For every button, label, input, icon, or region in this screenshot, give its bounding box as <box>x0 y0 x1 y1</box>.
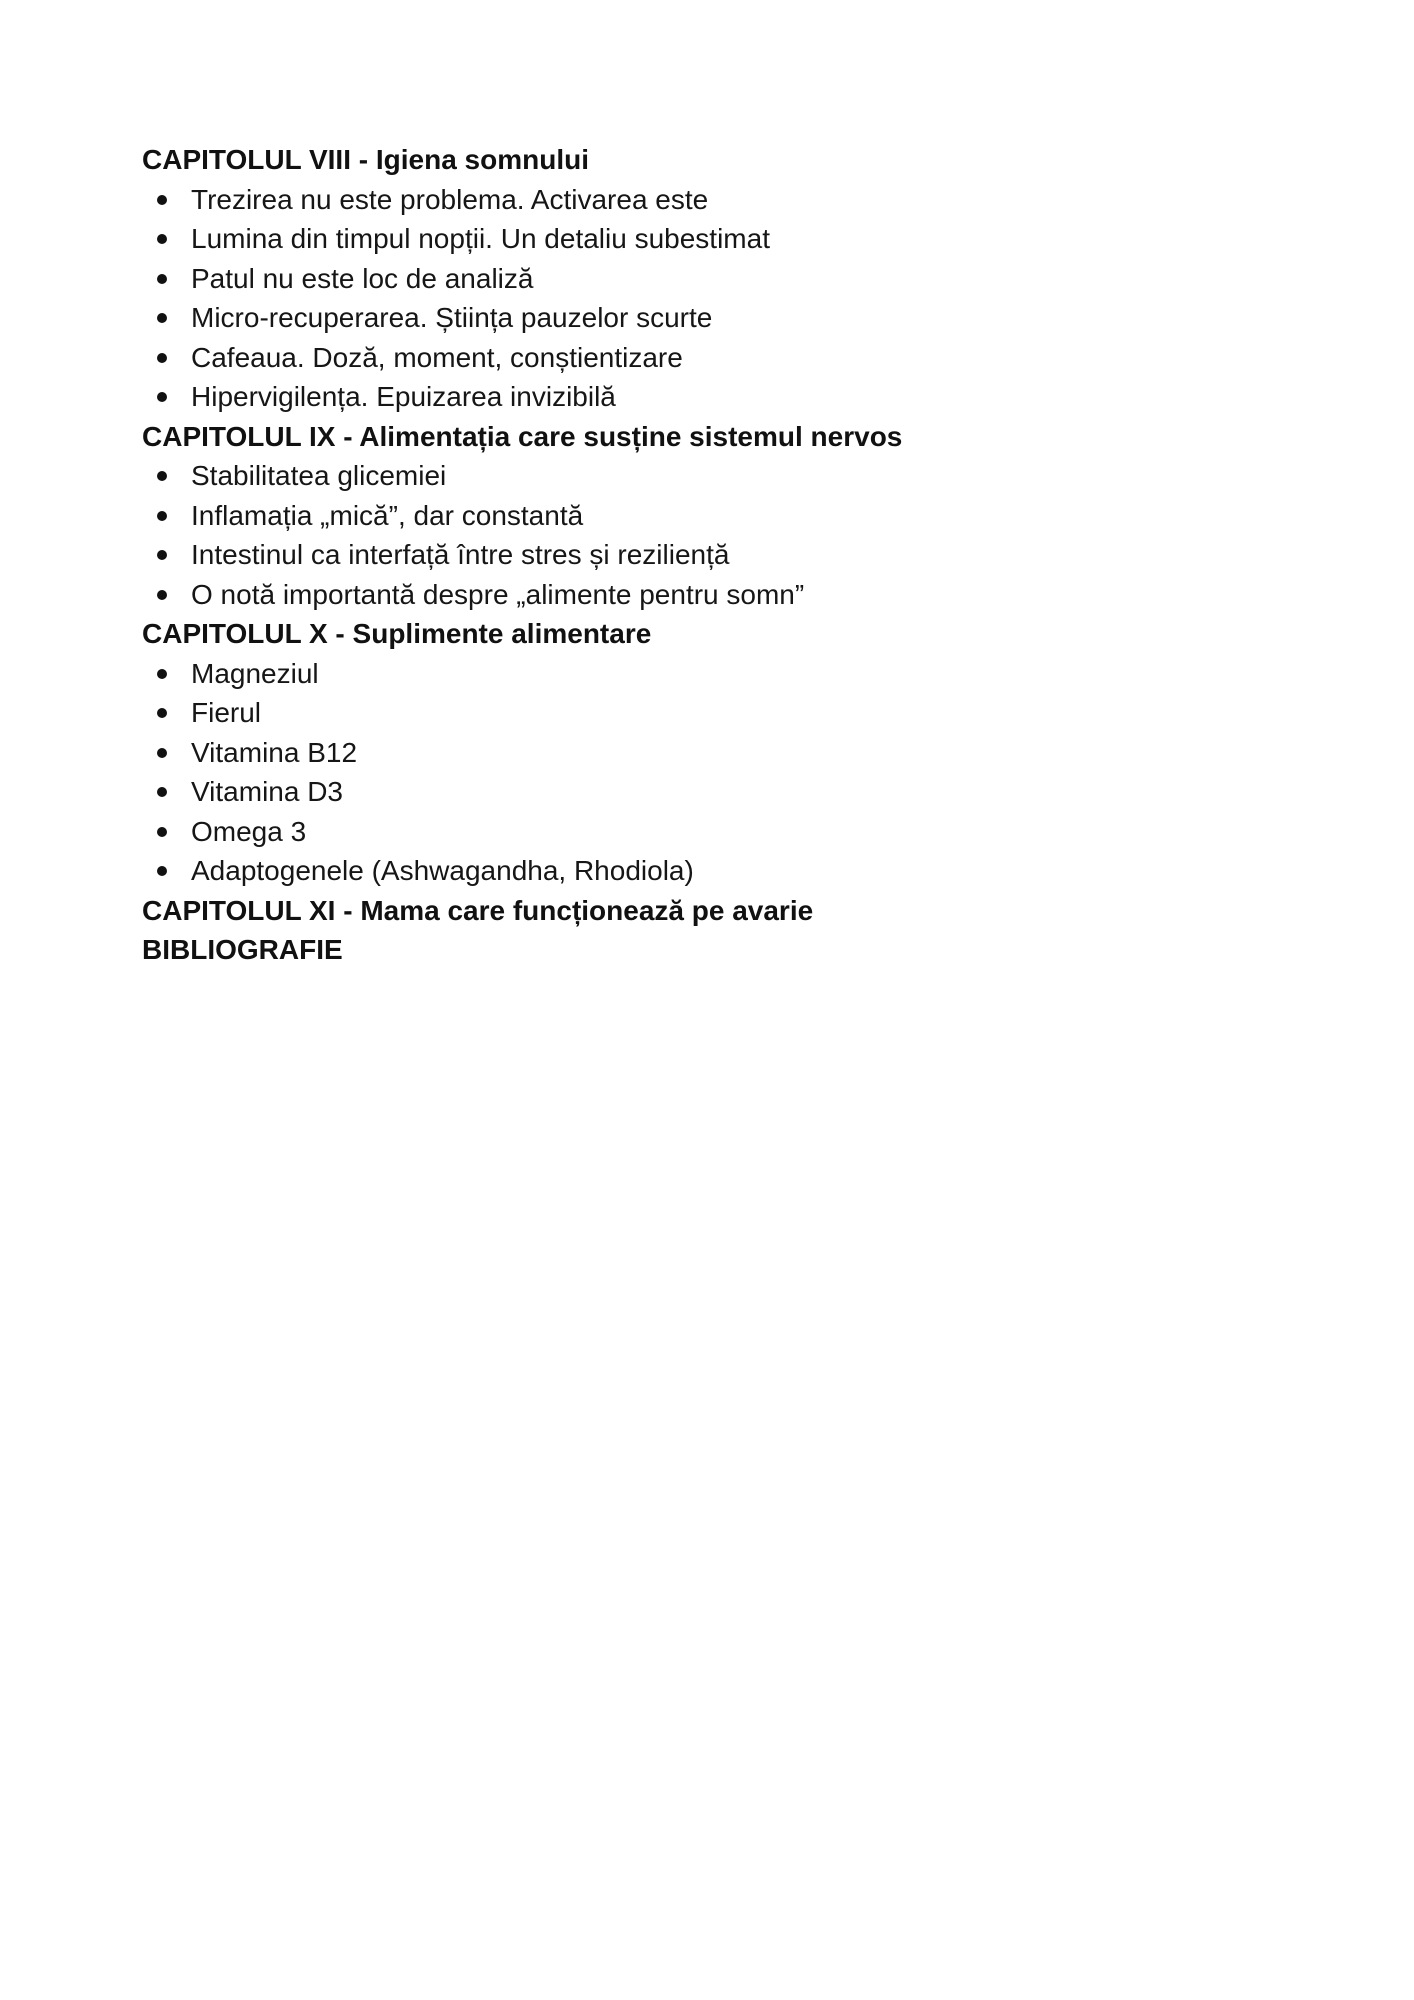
bullet-icon <box>157 827 167 837</box>
list-item: Trezirea nu este problema. Activarea este <box>142 180 1292 220</box>
bibliography-heading: BIBLIOGRAFIE <box>142 934 343 965</box>
list-item: Micro-recuperarea. Știința pauzelor scurte <box>142 298 1292 338</box>
bullet-icon <box>157 195 167 205</box>
chapter-heading-x: CAPITOLUL X - Suplimente alimentare <box>142 618 652 649</box>
list-item: Lumina din timpul nopții. Un detaliu subestimat <box>142 219 1292 259</box>
chapter-heading-ix: CAPITOLUL IX - Alimentația care susține sistemul nervos <box>142 420 903 452</box>
list-item: Intestinul ca interfață între stres și reziliență <box>142 535 1292 575</box>
bullet-icon <box>157 274 167 284</box>
list-item: Vitamina B12 <box>142 733 1292 773</box>
list-item: Cafeaua. Doză, moment, conștientizare <box>142 338 1292 378</box>
bullet-icon <box>157 550 167 560</box>
bullet-icon <box>157 708 167 718</box>
bullet-icon <box>157 866 167 876</box>
list-item: Omega 3 <box>142 812 1292 852</box>
bullet-icon <box>157 353 167 363</box>
list-item: Fierul <box>142 693 1292 733</box>
list-item: Patul nu este loc de analiză <box>142 259 1292 299</box>
bullet-icon <box>157 787 167 797</box>
bullet-icon <box>157 313 167 323</box>
bullet-icon <box>157 669 167 679</box>
bullet-icon <box>157 471 167 481</box>
list-item: Inflamația „mică”, dar constantă <box>142 496 1292 536</box>
chapter-viii-list <box>142 180 1292 417</box>
chapter-ix-list <box>142 456 1292 614</box>
list-item: Vitamina D3 <box>142 772 1292 812</box>
chapter-x-list <box>142 654 1292 891</box>
table-of-contents <box>142 140 1292 970</box>
bullet-icon <box>157 511 167 521</box>
list-item: Hipervigilența. Epuizarea invizibilă <box>142 377 1292 417</box>
bullet-icon <box>157 392 167 402</box>
list-item: O notă importantă despre „alimente pentru somn” <box>142 575 1292 615</box>
chapter-heading-viii: CAPITOLUL VIII - Igiena somnului <box>142 144 590 175</box>
chapter-heading-xi: CAPITOLUL XI - Mama care funcționează pe avarie <box>142 894 814 926</box>
bullet-icon <box>157 234 167 244</box>
list-item: Magneziul <box>142 654 1292 694</box>
list-item: Stabilitatea glicemiei <box>142 456 1292 496</box>
bullet-icon <box>157 748 167 758</box>
bullet-icon <box>157 590 167 600</box>
list-item: Adaptogenele (Ashwagandha, Rhodiola) <box>142 851 1292 891</box>
